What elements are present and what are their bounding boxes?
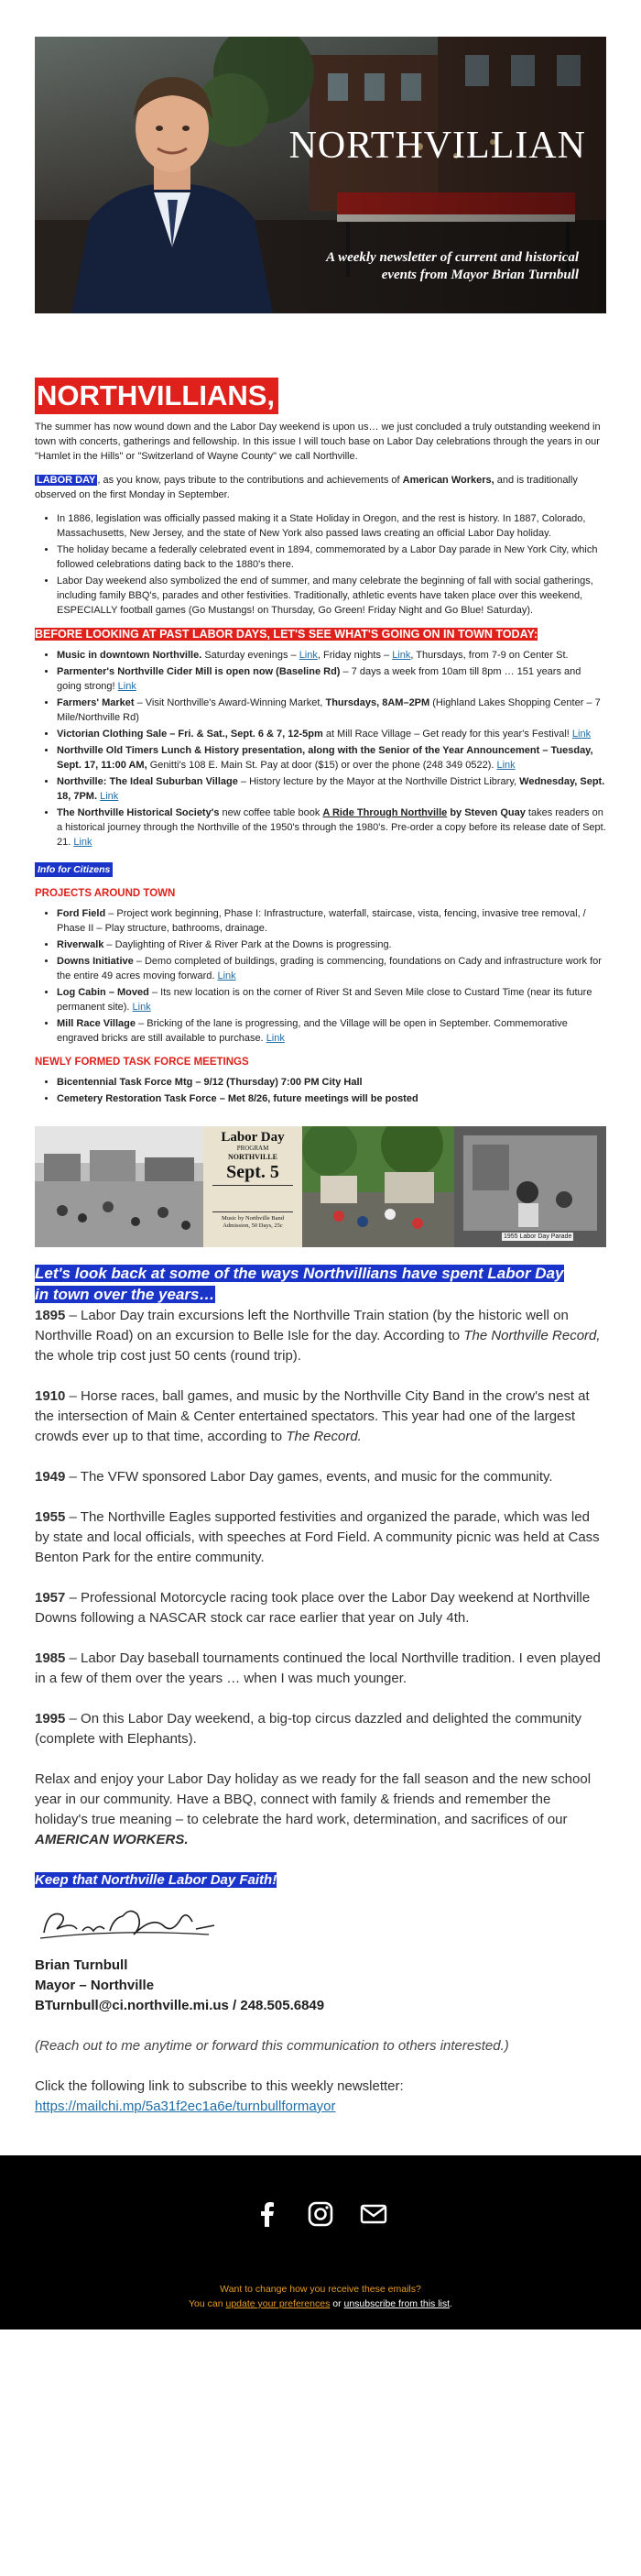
list-item: • In 1886, legislation was officially passed making it a State Holiday in Oregon, and the rest is history. In 1887, Colorado, Massachusetts, New Jersey, and the state of New York also passed laws creating an official Labor Day holiday. <box>57 511 606 541</box>
footer-line-2 <box>0 2296 641 2311</box>
event-text: takes readers on a historical journey through the Northville of the 1950's through the 1980's. Pre-order a copy before its release date of Sept. 21. <box>57 807 606 848</box>
history-text: the whole trip cost just 50 cents (round trip). <box>35 1348 301 1364</box>
list-item <box>57 743 606 773</box>
newsletter-title: NORTHVILLIAN <box>288 125 586 167</box>
subtitle-line-1: A weekly newsletter of current and historical <box>326 250 579 265</box>
unsubscribe-link[interactable]: unsubscribe from this list <box>343 2298 451 2309</box>
list-item: • The holiday became a federally celebrated event in 1894, commemorated by a Labor Day parade in New York City, which followed celebrations dating back to the 1880's there. <box>57 543 606 572</box>
event-text: at Mill Race Village – Get ready for this year's Festival! <box>322 729 570 740</box>
reach-out-note: (Reach out to me anytime or forward this communication to others interested.) <box>35 2038 509 2054</box>
history-banner-line-1: Let's look back at some of the ways Northvillians have spent Labor Day <box>35 1265 564 1282</box>
faith-banner <box>35 1870 606 1891</box>
history-entry <box>35 1588 606 1628</box>
projects-heading: PROJECTS AROUND TOWN <box>35 888 176 899</box>
parade-caption: 1955 Labor Day Parade <box>504 1233 572 1240</box>
labor-day-history-list <box>35 511 606 618</box>
update-preferences-link[interactable]: update your preferences <box>225 2298 331 2309</box>
info-for-citizens-tag: Info for Citizens <box>35 862 113 877</box>
event-text: new coffee table book <box>219 807 323 818</box>
history-text: – Labor Day train excursions left the Northville Train station (by the historic well on Northville Road) on an excursion to Belle Isle for the day. According to <box>35 1308 569 1343</box>
event-link[interactable]: Link <box>571 729 592 740</box>
list-item <box>57 985 606 1014</box>
project-link[interactable]: Link <box>266 1033 285 1044</box>
subtitle-line-2: events from Mayor Brian Turnbull <box>381 268 579 282</box>
project-title: Mill Race Village <box>57 1018 136 1029</box>
newsletter-body <box>0 313 641 2117</box>
event-title: Parmenter's Northville Cider Mill is open now (Baseline Rd) <box>57 666 341 677</box>
labor-day-text-end: and is traditionally observed on the first Monday in September. <box>35 475 578 500</box>
history-banner <box>35 1264 606 1306</box>
whats-going-on-heading-text: BEFORE LOOKING AT PAST LABOR DAYS, LET'S SEE WHAT'S GOING ON IN TOWN TODAY: <box>35 628 538 641</box>
event-title: Farmers' Market <box>57 697 135 708</box>
history-entry <box>35 1467 606 1487</box>
event-link[interactable]: Link <box>117 681 136 692</box>
event-text: (Highland Lakes Shopping Center – 7 Mile/Northville Rd) <box>57 697 601 723</box>
labor-day-intro <box>35 473 606 502</box>
event-text: , Thursdays, from 7-9 on Center St. <box>410 650 569 661</box>
poster-music: Music by Northville Band <box>221 1215 285 1222</box>
social-links <box>0 2199 641 2229</box>
list-item <box>57 774 606 804</box>
history-text: – Horse races, ball games, and music by the Northville City Band in the crow's nest at the intersection of Main & Center entertained spectators. This year had one of the largest crowds ever up to that time, according to <box>35 1388 590 1444</box>
header-image <box>35 37 606 313</box>
poster-admission: Admission, 50 Days, 25c <box>223 1222 283 1229</box>
footer-text: You can <box>189 2298 226 2309</box>
event-text: – Visit Northville's Award-Winning Market, <box>134 697 326 708</box>
whats-going-on-heading <box>35 627 606 642</box>
event-time: Thursdays, 8AM–2PM <box>325 697 430 708</box>
events-list <box>35 648 606 850</box>
poster-title: Labor Day <box>221 1130 285 1145</box>
footer-text: . <box>450 2298 452 2309</box>
history-entry <box>35 1709 606 1749</box>
history-italic: The Northville Record, <box>463 1328 601 1343</box>
history-year: 1985 <box>35 1650 66 1666</box>
signer-contact: BTurnbull@ci.northville.mi.us / 248.505.6849 <box>35 1998 325 2013</box>
history-italic: The Record. <box>286 1429 362 1444</box>
greeting-heading: NORTHVILLIANS, <box>35 378 278 414</box>
project-text: – Daylighting of River & River Park at the Downs is progressing. <box>103 939 392 950</box>
poster-rules <box>212 1185 293 1212</box>
parade-photo <box>454 1126 606 1247</box>
event-text: Genitti's 108 E. Main St. Pay at door ($15) or over the phone (248 349 0522). <box>147 760 494 771</box>
historical-poster <box>203 1126 302 1247</box>
subscribe-link[interactable]: https://mailchi.mp/5a31f2ec1a6e/turnbullformayor <box>35 2099 336 2114</box>
history-year: 1910 <box>35 1388 66 1404</box>
american-workers-bold: American Workers, <box>402 475 494 486</box>
header-banner <box>0 0 641 313</box>
faith-banner-text: Keep that Northville Labor Day Faith! <box>35 1872 277 1888</box>
history-section <box>35 1264 606 2117</box>
list-item: • Labor Day weekend also symbolized the end of summer, and many celebrate the beginning of fall with social gatherings, including family BBQ's, parades and other festivities. Traditionally, athletic events have taken place over this weekend, ESPECIALLY football games (Go Mustangs! on Thursday, Go Green! Friday Night and Go Blue! Saturday). <box>57 574 606 618</box>
event-link[interactable]: Link <box>299 650 318 661</box>
project-link[interactable]: Link <box>132 1002 151 1013</box>
task-force-item: Cemetery Restoration Task Force – Met 8/26, future meetings will be posted <box>57 1093 418 1104</box>
history-year: 1949 <box>35 1469 66 1485</box>
history-text: – On this Labor Day weekend, a big-top circus dazzled and delighted the community (complete with Elephants). <box>35 1711 582 1747</box>
footer-preferences <box>0 2282 641 2311</box>
list-item <box>57 906 606 936</box>
task-force-list <box>35 1075 606 1106</box>
event-text: – 7 days a week from 10am till 8pm … 151 years and going strong! <box>57 666 581 692</box>
list-item <box>57 954 606 983</box>
event-link[interactable]: Link <box>100 791 119 802</box>
project-title: Downs Initiative <box>57 956 134 967</box>
history-entry <box>35 1306 606 1366</box>
closing-text: Relax and enjoy your Labor Day holiday as we ready for the fall season and the new school year in our community. Have a BBQ, connect with family & friends and remember the holiday's true meaning – to celebrate the hard work, determination, and sacrifices of our <box>35 1771 592 1827</box>
project-text: – Project work beginning, Phase I: Infrastructure, waterfall, staircase, vista, fencing, invasive tree removal, / Phase II – Play structure, bathrooms, drainage. <box>57 908 586 934</box>
footer <box>0 2155 641 2329</box>
signer-name: Brian Turnbull <box>35 1957 128 1973</box>
history-text: – The VFW sponsored Labor Day games, events, and music for the community. <box>65 1469 553 1485</box>
labor-day-tag: LABOR DAY <box>37 475 96 486</box>
signer-title: Mayor – Northville <box>35 1978 155 1993</box>
event-title: Victorian Clothing Sale – Fri. & Sat., Sept. 6 & 7, 12-5pm <box>57 729 323 740</box>
task-force-heading: NEWLY FORMED TASK FORCE MEETINGS <box>35 1057 249 1068</box>
list-item <box>57 1016 606 1046</box>
history-entry <box>35 1387 606 1447</box>
event-title: Northville Old Timers Lunch & History presentation, along with the Senior of the Year Announcement – Tuesday, Sept. 17, 11:00 AM, <box>57 745 593 771</box>
signature-image <box>35 1898 218 1949</box>
list-item <box>57 1091 606 1106</box>
closing-bold: AMERICAN WORKERS. <box>35 1832 189 1847</box>
project-text: – Its new location is on the corner of River St and Seven Mile close to Custard Time (near its future permanent site). <box>57 987 592 1013</box>
list-item <box>57 664 606 694</box>
event-link[interactable]: Link <box>392 650 411 661</box>
email-icon[interactable] <box>359 2199 388 2229</box>
project-text: – Demo completed of buildings, grading is commencing, foundations on Cady and infrastructure work for the entire 49 acres moving forward. <box>57 956 602 981</box>
labor-day-text: , as you know, pays tribute to the contributions and achievements of <box>97 475 403 486</box>
event-text: Saturday evenings – <box>201 650 299 661</box>
book-author: by Steven Quay <box>447 807 526 818</box>
list-item <box>57 727 606 741</box>
historical-photo-strip <box>35 1126 606 1247</box>
newsletter-subtitle <box>249 249 579 284</box>
projects-list <box>35 906 606 1046</box>
event-title: Music in downtown Northville. <box>57 650 202 661</box>
history-year: 1957 <box>35 1590 66 1606</box>
project-title: Ford Field <box>57 908 106 919</box>
closing-paragraph <box>35 1770 606 1850</box>
event-text: – History lecture by the Mayor at the Northville District Library, <box>237 776 520 787</box>
modern-photo-labor-day <box>302 1126 454 1247</box>
facebook-icon[interactable] <box>253 2199 282 2229</box>
history-entry <box>35 1649 606 1689</box>
event-text: , Friday nights – <box>317 650 393 661</box>
subscribe-text: Click the following link to subscribe to this weekly newsletter: <box>35 2078 404 2094</box>
project-title: Log Cabin – Moved <box>57 987 149 998</box>
poster-date: Sept. 5 <box>226 1162 279 1182</box>
event-time: Wednesday, Sept. 18, 7PM. <box>57 776 605 802</box>
historical-photo-crowd <box>35 1126 203 1247</box>
signature-block <box>35 1956 606 2016</box>
history-text: – Labor Day baseball tournaments continued the local Northville tradition. I even played in a few of them over the years … when I was much younger. <box>35 1650 601 1686</box>
instagram-icon[interactable] <box>306 2199 335 2229</box>
list-item <box>57 937 606 952</box>
photo-1955-parade <box>454 1126 606 1247</box>
event-link[interactable]: Link <box>496 760 516 771</box>
poster-town: NORTHVILLE <box>228 1153 277 1161</box>
intro-paragraph: The summer has now wound down and the Labor Day weekend is upon us… we just concluded a truly outstanding weekend in town with concerts, gatherings and fellowship. In this issue I will touch base on Labor Day celebrations through the years in our "Hamlet in the Hills" or "Switzerland of Wayne County" we call Northville. <box>35 422 601 462</box>
event-title: The Northville Historical Society's <box>57 807 220 818</box>
list-item <box>57 1075 606 1090</box>
book-title: A Ride Through Northville <box>322 807 448 818</box>
history-entry <box>35 1507 606 1568</box>
history-text: – The Northville Eagles supported festivities and organized the parade, which was led by state and local officials, with speeches at Ford Field. A community picnic was held at Cass Benton Park for the entire community. <box>35 1509 600 1565</box>
project-text: – Bricking of the lane is progressing, and the Village will be open in September. Commemorative engraved bricks are still available to purchase. <box>57 1018 568 1044</box>
event-title: Northville: The Ideal Suburban Village <box>57 776 238 787</box>
event-link[interactable]: Link <box>73 837 92 848</box>
poster-program: PROGRAM <box>236 1145 269 1152</box>
history-year: 1895 <box>35 1308 66 1323</box>
project-link[interactable]: Link <box>217 970 236 981</box>
history-year: 1955 <box>35 1509 66 1525</box>
history-text: – Professional Motorcycle racing took place over the Labor Day weekend at Northville Downs following a NASCAR stock car race earlier that year on July 4th. <box>35 1590 591 1626</box>
list-item <box>57 806 606 850</box>
task-force-item: Bicentennial Task Force Mtg – 9/12 (Thursday) 7:00 PM City Hall <box>57 1077 363 1088</box>
project-title: Riverwalk <box>57 939 104 950</box>
list-item <box>57 648 606 663</box>
history-year: 1995 <box>35 1711 66 1726</box>
list-item <box>57 696 606 725</box>
footer-line-1: Want to change how you receive these emails? <box>220 2284 421 2295</box>
footer-text: or <box>330 2298 344 2309</box>
history-banner-line-2: in town over the years… <box>35 1286 215 1303</box>
